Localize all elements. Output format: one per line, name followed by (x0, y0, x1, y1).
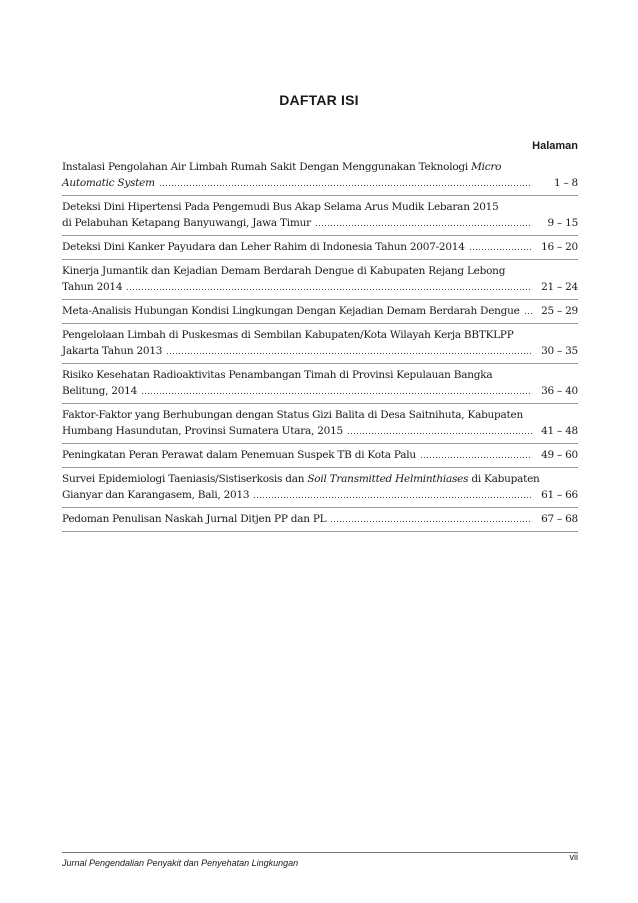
dot-leader (347, 431, 532, 435)
toc-entry-title: Faktor-Faktor yang Berhubungan dengan Status Gizi Balita di Desa Saitnihuta, Kabupaten (62, 409, 523, 421)
toc-entry-title: Risiko Kesehatan Radioaktivitas Penambangan Timah di Provinsi Kepulauan Bangka (62, 369, 493, 381)
toc-entry[interactable] (62, 468, 578, 508)
toc-entry[interactable] (62, 260, 578, 300)
toc-entry-title: Survei Epidemiologi Taeniasis/Sistiserkosis dan (62, 473, 305, 485)
toc-entry-title: Peningkatan Peran Perawat dalam Penemuan Suspek TB di Kota Palu (62, 449, 416, 461)
toc-entry-pages: 67 – 68 (541, 513, 578, 525)
toc-entry-pages: 41 – 48 (541, 425, 578, 437)
toc-entry-pages: 36 – 40 (541, 385, 578, 397)
toc-entry[interactable] (62, 508, 578, 532)
toc-entry-title: Deteksi Dini Hipertensi Pada Pengemudi Bus Akap Selama Arus Mudik Lebaran 2015 (62, 201, 499, 213)
toc-entry-title: Pedoman Penulisan Naskah Jurnal Ditjen PP dan PL (62, 513, 327, 525)
toc-entry[interactable] (62, 404, 578, 444)
toc-entry-pages: 16 – 20 (541, 241, 578, 253)
toc-entry-title: Instalasi Pengolahan Air Limbah Rumah Sakit Dengan Menggunakan Teknologi (62, 161, 468, 173)
toc-entry-title-cont: Humbang Hasundutan, Provinsi Sumatera Utara, 2015 (62, 425, 343, 437)
dot-leader (159, 183, 532, 187)
toc-entry[interactable] (62, 324, 578, 364)
toc-entry-title-italic: Soil Transmitted Helminthiases (307, 473, 469, 485)
toc-entry[interactable] (62, 196, 578, 236)
footer-page-number: vii (569, 852, 578, 862)
dot-leader (253, 495, 532, 499)
toc-entry-title: Meta-Analisis Hubungan Kondisi Lingkungan Dengan Kejadian Demam Berdarah Dengue (62, 305, 520, 317)
toc-entry-title-cont: Jakarta Tahun 2013 (62, 345, 163, 357)
toc-entry-title-post: di Kabupaten (471, 473, 540, 485)
toc-entry-title-cont: Tahun 2014 (62, 281, 123, 293)
page-column-header: Halaman (532, 140, 578, 152)
toc-entry-title: Pengelolaan Limbah di Puskesmas di Sembilan Kabupaten/Kota Wilayah Kerja BBTKLPP (62, 329, 514, 341)
toc-entry-pages: 30 – 35 (541, 345, 578, 357)
table-of-contents (62, 156, 578, 532)
dot-leader (469, 247, 532, 251)
toc-entry-title: Deteksi Dini Kanker Payudara dan Leher Rahim di Indonesia Tahun 2007-2014 (62, 241, 465, 253)
toc-entry-pages: 49 – 60 (541, 449, 578, 461)
footer-divider (62, 852, 578, 853)
dot-leader (315, 223, 532, 227)
dot-leader (166, 351, 532, 355)
toc-entry[interactable] (62, 236, 578, 260)
toc-entry[interactable] (62, 156, 578, 196)
toc-entry-pages: 61 – 66 (541, 489, 578, 501)
footer-journal-name: Jurnal Pengendalian Penyakit dan Penyehatan Lingkungan (62, 858, 299, 868)
toc-entry[interactable] (62, 444, 578, 468)
toc-entry-pages: 25 – 29 (541, 305, 578, 317)
toc-entry-pages: 21 – 24 (541, 281, 578, 293)
toc-entry-title-italic: Micro (471, 161, 502, 173)
page-title: DAFTAR ISI (279, 92, 359, 108)
dot-leader (524, 311, 532, 315)
toc-entry-title-cont: di Pelabuhan Ketapang Banyuwangi, Jawa Timur (62, 217, 311, 229)
dot-leader (141, 391, 532, 395)
toc-entry[interactable] (62, 364, 578, 404)
toc-entry[interactable] (62, 300, 578, 324)
dot-leader (420, 455, 532, 459)
toc-entry-pages: 1 – 8 (553, 177, 578, 189)
dot-leader (126, 287, 532, 291)
toc-entry-title-italic: Automatic System (62, 177, 155, 189)
toc-entry-title-cont: Belitung, 2014 (62, 385, 138, 397)
dot-leader (330, 519, 532, 523)
toc-entry-title-cont: Gianyar dan Karangasem, Bali, 2013 (62, 489, 250, 501)
toc-entry-title: Kinerja Jumantik dan Kejadian Demam Berdarah Dengue di Kabupaten Rejang Lebong (62, 265, 506, 277)
toc-entry-pages: 9 – 15 (547, 217, 578, 229)
